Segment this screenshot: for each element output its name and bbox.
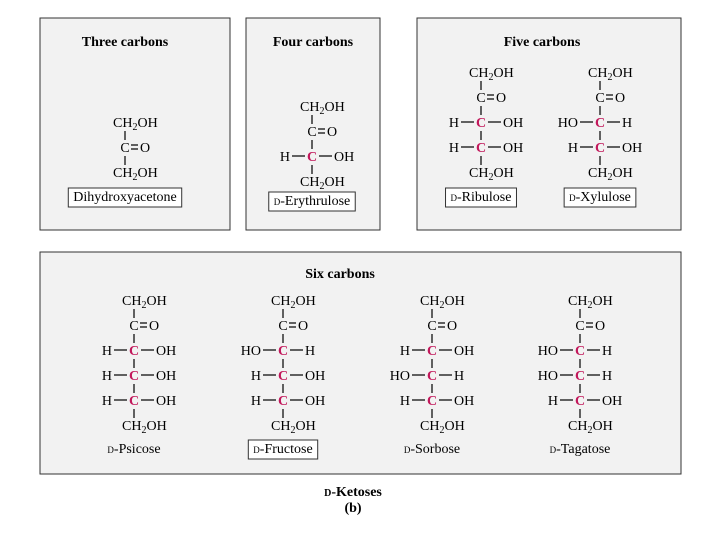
substituent-right: OH xyxy=(503,141,524,156)
molecule-label: D-Erythrulose xyxy=(273,194,351,209)
ch2oh-bottom: $CH_2OH$ xyxy=(568,419,613,436)
ch2oh-top: $CH_2OH$ xyxy=(588,66,633,83)
substituent-left: HO xyxy=(557,116,578,131)
chiral-carbon: C xyxy=(426,394,438,409)
substituent-right: H xyxy=(602,369,613,384)
title-three-carbons: Three carbons xyxy=(81,35,169,50)
ch2oh-bottom: $CH_2OH$ xyxy=(420,419,465,436)
chiral-carbon: C xyxy=(426,369,438,384)
title-six-carbons: Six carbons xyxy=(305,267,375,282)
substituent-right: H xyxy=(622,116,633,131)
ch2oh-top: $CH_2OH$ xyxy=(271,294,316,311)
substituent-left: HO xyxy=(537,344,558,359)
ch2oh-bottom: $CH_2OH$ xyxy=(113,166,158,183)
chiral-carbon: C xyxy=(277,369,289,384)
substituent-right: OH xyxy=(305,369,326,384)
ch2oh-bottom: $CH_2OH$ xyxy=(122,419,167,436)
molecule-label: D-Ribulose xyxy=(450,190,512,205)
substituent-right: H xyxy=(602,344,613,359)
chiral-carbon: C xyxy=(475,116,487,131)
substituent-right: OH xyxy=(156,344,177,359)
chiral-carbon: C xyxy=(426,344,438,359)
caption-prefix: D xyxy=(324,488,332,499)
panel-six-carbons xyxy=(40,252,681,474)
substituent-right: OH xyxy=(602,394,623,409)
title-five-carbons: Five carbons xyxy=(503,35,581,50)
substituent-right: OH xyxy=(622,141,643,156)
ch2oh-top: $CH_2OH$ xyxy=(300,100,345,117)
chiral-carbon: C xyxy=(128,369,140,384)
carbonyl-carbon: C xyxy=(278,319,288,334)
carbonyl-oxygen: O xyxy=(327,125,338,140)
chiral-carbon: C xyxy=(574,344,586,359)
substituent-left: H xyxy=(399,394,410,409)
carbonyl-carbon: C xyxy=(476,91,486,106)
substituent-left: H xyxy=(250,394,261,409)
substituent-left: H xyxy=(399,344,410,359)
chiral-carbon: C xyxy=(277,394,289,409)
chiral-carbon: C xyxy=(594,141,606,156)
ch2oh-top: $CH_2OH$ xyxy=(420,294,465,311)
substituent-left: HO xyxy=(389,369,410,384)
substituent-left: H xyxy=(279,150,290,165)
carbonyl-carbon: C xyxy=(307,125,317,140)
chiral-carbon: C xyxy=(594,116,606,131)
carbonyl-oxygen: O xyxy=(140,141,151,156)
ch2oh-bottom: $CH_2OH$ xyxy=(271,419,316,436)
chiral-carbon: C xyxy=(128,344,140,359)
substituent-right: OH xyxy=(156,369,177,384)
ch2oh-top: $CH_2OH$ xyxy=(122,294,167,311)
carbonyl-carbon: C xyxy=(595,91,605,106)
carbonyl-carbon: C xyxy=(427,319,437,334)
substituent-left: H xyxy=(101,394,112,409)
ch2oh-top: $CH_2OH$ xyxy=(568,294,613,311)
chiral-carbon: C xyxy=(475,141,487,156)
molecule-label: D-Psicose xyxy=(107,442,161,457)
carbonyl-carbon: C xyxy=(575,319,585,334)
title-four-carbons: Four carbons xyxy=(272,35,354,50)
substituent-left: H xyxy=(101,369,112,384)
substituent-right: OH xyxy=(156,394,177,409)
chiral-carbon: C xyxy=(574,394,586,409)
molecule-label: D-Fructose xyxy=(253,442,313,457)
substituent-right: H xyxy=(305,344,316,359)
substituent-left: H xyxy=(448,116,459,131)
ch2oh-bottom: $CH_2OH$ xyxy=(300,175,345,192)
carbonyl-oxygen: O xyxy=(615,91,626,106)
ch2oh-bottom: $CH_2OH$ xyxy=(469,166,514,183)
ch2oh-top: $CH_2OH$ xyxy=(469,66,514,83)
chiral-carbon: C xyxy=(306,150,318,165)
substituent-right: OH xyxy=(334,150,355,165)
substituent-left: H xyxy=(250,369,261,384)
substituent-left: H xyxy=(547,394,558,409)
carbonyl-oxygen: O xyxy=(149,319,160,334)
ch2oh-top: $CH_2OH$ xyxy=(113,116,158,133)
molecule-label: D-Tagatose xyxy=(549,442,611,457)
caption-main: -Ketoses xyxy=(331,485,382,500)
figure-sublabel: (b) xyxy=(344,501,362,516)
substituent-right: OH xyxy=(503,116,524,131)
carbonyl-carbon: C xyxy=(129,319,139,334)
molecule-label: D-Xylulose xyxy=(569,190,631,205)
substituent-right: H xyxy=(454,369,465,384)
molecule-label: D-Sorbose xyxy=(403,442,461,457)
substituent-right: OH xyxy=(454,394,475,409)
substituent-left: HO xyxy=(240,344,261,359)
chiral-carbon: C xyxy=(128,394,140,409)
carbonyl-oxygen: O xyxy=(298,319,309,334)
substituent-left: H xyxy=(567,141,578,156)
substituent-left: H xyxy=(448,141,459,156)
carbonyl-oxygen: O xyxy=(496,91,507,106)
molecule-label: Dihydroxyacetone xyxy=(73,190,177,205)
substituent-right: OH xyxy=(305,394,326,409)
chiral-carbon: C xyxy=(574,369,586,384)
substituent-left: HO xyxy=(537,369,558,384)
ch2oh-bottom: $CH_2OH$ xyxy=(588,166,633,183)
carbonyl-oxygen: O xyxy=(447,319,458,334)
chiral-carbon: C xyxy=(277,344,289,359)
substituent-left: H xyxy=(101,344,112,359)
carbonyl-oxygen: O xyxy=(595,319,606,334)
substituent-right: OH xyxy=(454,344,475,359)
figure-caption xyxy=(324,485,382,500)
carbonyl-carbon: C xyxy=(120,141,130,156)
